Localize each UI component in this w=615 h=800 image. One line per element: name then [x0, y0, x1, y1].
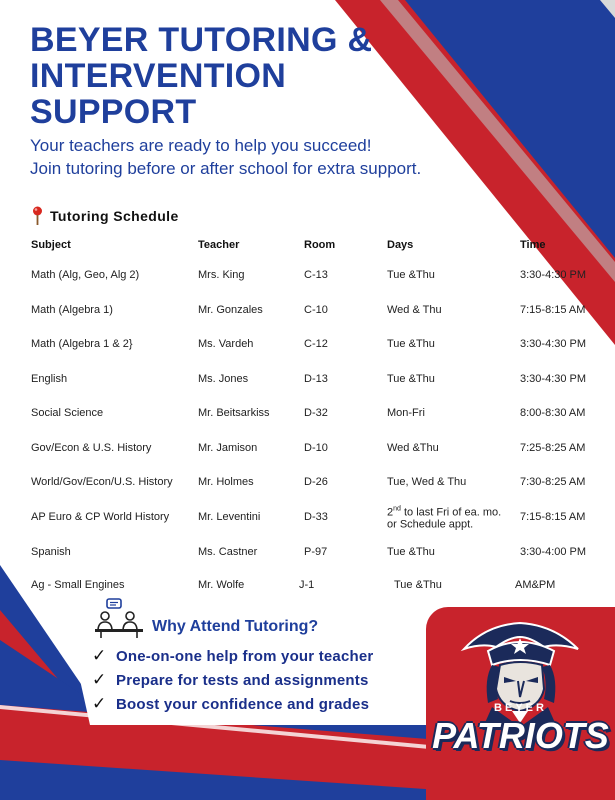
subject-cell: Math (Algebra 1)	[31, 303, 113, 316]
table-header-row	[31, 232, 601, 258]
days-cell: Mon-Fri	[387, 407, 425, 419]
schedule-heading	[32, 205, 179, 227]
table-row	[31, 430, 601, 465]
check-icon: ✓	[92, 670, 107, 690]
subject-cell: AP Euro & CP World History	[31, 511, 170, 523]
table-row	[31, 535, 601, 568]
pin-icon	[32, 206, 43, 226]
list-item	[92, 668, 373, 692]
room-cell: C-12	[304, 338, 328, 350]
teacher-cell: Ms. Vardeh	[198, 338, 254, 350]
page-title: BEYER TUTORING & INTERVENTION SUPPORT	[30, 21, 373, 131]
room-cell: D-10	[304, 441, 328, 454]
table-row	[31, 258, 601, 292]
teacher-cell: Mr. Holmes	[198, 476, 254, 488]
subject-cell: Math (Alg, Geo, Alg 2)	[31, 269, 140, 281]
subject-cell: Math (Algebra 1 & 2}	[31, 338, 133, 350]
subtitle	[30, 134, 500, 180]
teacher-cell: Mr. Leventini	[198, 511, 261, 523]
check-icon: ✓	[92, 694, 107, 714]
teacher-cell: Ms. Jones	[198, 372, 249, 385]
room-cell: D-33	[304, 511, 328, 523]
time-cell: 7:25-8:25 AM	[520, 441, 586, 454]
teacher-cell: Ms. Castner	[198, 545, 258, 558]
column-header-subject: Subject	[31, 239, 71, 251]
room-cell: C-10	[304, 303, 328, 316]
why-attend-title: Why Attend Tutoring?	[152, 618, 319, 635]
time-cell: 7:15-8:15 AM	[520, 511, 586, 523]
subtitle-line-2: Join tutoring before or after school for extra support.	[30, 159, 422, 178]
column-header-teacher: Teacher	[198, 239, 240, 251]
days-ordinal: 2	[387, 506, 394, 519]
table-row	[31, 327, 601, 361]
schedule-table	[31, 232, 601, 602]
teacher-cell: Mr. Beitsarkiss	[198, 407, 270, 419]
time-cell: 7:15-8:15 AM	[520, 303, 586, 316]
room-cell: P-97	[304, 545, 328, 558]
subject-cell: World/Gov/Econ/U.S. History	[31, 476, 173, 488]
time-cell: 3:30-4:00 PM	[520, 545, 587, 558]
subtitle-line-1: Your teachers are ready to help you succeed!	[30, 136, 372, 155]
list-item	[92, 644, 373, 668]
time-cell: 7:30-8:25 AM	[520, 476, 586, 488]
days-cell: Tue &Thu	[387, 545, 435, 558]
teacher-cell: Mrs. King	[198, 269, 245, 281]
days-ordinal-suffix: nd	[393, 505, 401, 513]
room-cell: C-13	[304, 269, 328, 281]
logo-mascot-name: PATRIOTS	[432, 715, 609, 756]
logo-school-name: BEYER	[494, 702, 547, 714]
subject-cell: Gov/Econ & U.S. History	[31, 441, 152, 454]
column-header-room: Room	[304, 239, 336, 251]
teacher-cell: Mr. Wolfe	[198, 579, 245, 591]
column-header-days: Days	[387, 239, 414, 251]
days-cell: Tue &Thu	[394, 579, 442, 591]
room-cell: D-13	[304, 372, 328, 385]
table-row	[31, 292, 601, 327]
check-icon: ✓	[92, 646, 107, 666]
time-cell: 8:00-8:30 AM	[520, 407, 586, 419]
time-cell: 3:30-4:30 PM	[520, 338, 587, 350]
teacher-cell: Mr. Jamison	[198, 441, 258, 454]
time-cell: 3:30-4:30 PM	[520, 269, 587, 281]
benefit-text: One-on-one help from your teacher	[116, 647, 374, 665]
subject-cell: English	[31, 372, 68, 385]
table-row	[31, 396, 601, 430]
days-text: to last Fri of ea. mo.	[400, 506, 502, 519]
days-cell: Wed & Thu	[387, 303, 442, 316]
days-cell: Tue, Wed & Thu	[387, 476, 467, 488]
time-cell: 3:30-4:30 PM	[520, 372, 587, 385]
time-cell: AM&PM	[515, 579, 556, 591]
room-cell: D-32	[304, 407, 328, 419]
subject-cell: Ag - Small Engines	[31, 579, 125, 591]
days-cell: Tue &Thu	[387, 338, 435, 350]
subject-cell: Social Science	[31, 407, 104, 419]
subject-cell: Spanish	[31, 545, 71, 558]
tutoring-people-icon	[93, 598, 145, 638]
teacher-cell: Mr. Gonzales	[198, 303, 263, 316]
schedule-title: Tutoring Schedule	[50, 208, 179, 224]
days-cell	[387, 504, 512, 531]
table-row	[31, 465, 601, 499]
list-item	[92, 692, 373, 716]
patriots-logo	[426, 607, 615, 800]
benefit-text: Prepare for tests and assignments	[116, 671, 369, 689]
room-cell: D-26	[304, 476, 328, 488]
benefits-list	[92, 644, 373, 716]
days-note: or Schedule appt.	[387, 518, 474, 531]
days-cell: Tue &Thu	[387, 372, 435, 385]
column-header-time: Time	[520, 239, 546, 251]
days-cell: Tue &Thu	[387, 269, 435, 281]
table-row	[31, 568, 601, 602]
days-cell: Wed &Thu	[387, 441, 439, 454]
table-row	[31, 361, 601, 396]
benefit-text: Boost your confidence and grades	[116, 695, 370, 713]
room-cell: J-1	[299, 579, 315, 591]
table-row	[31, 499, 601, 535]
